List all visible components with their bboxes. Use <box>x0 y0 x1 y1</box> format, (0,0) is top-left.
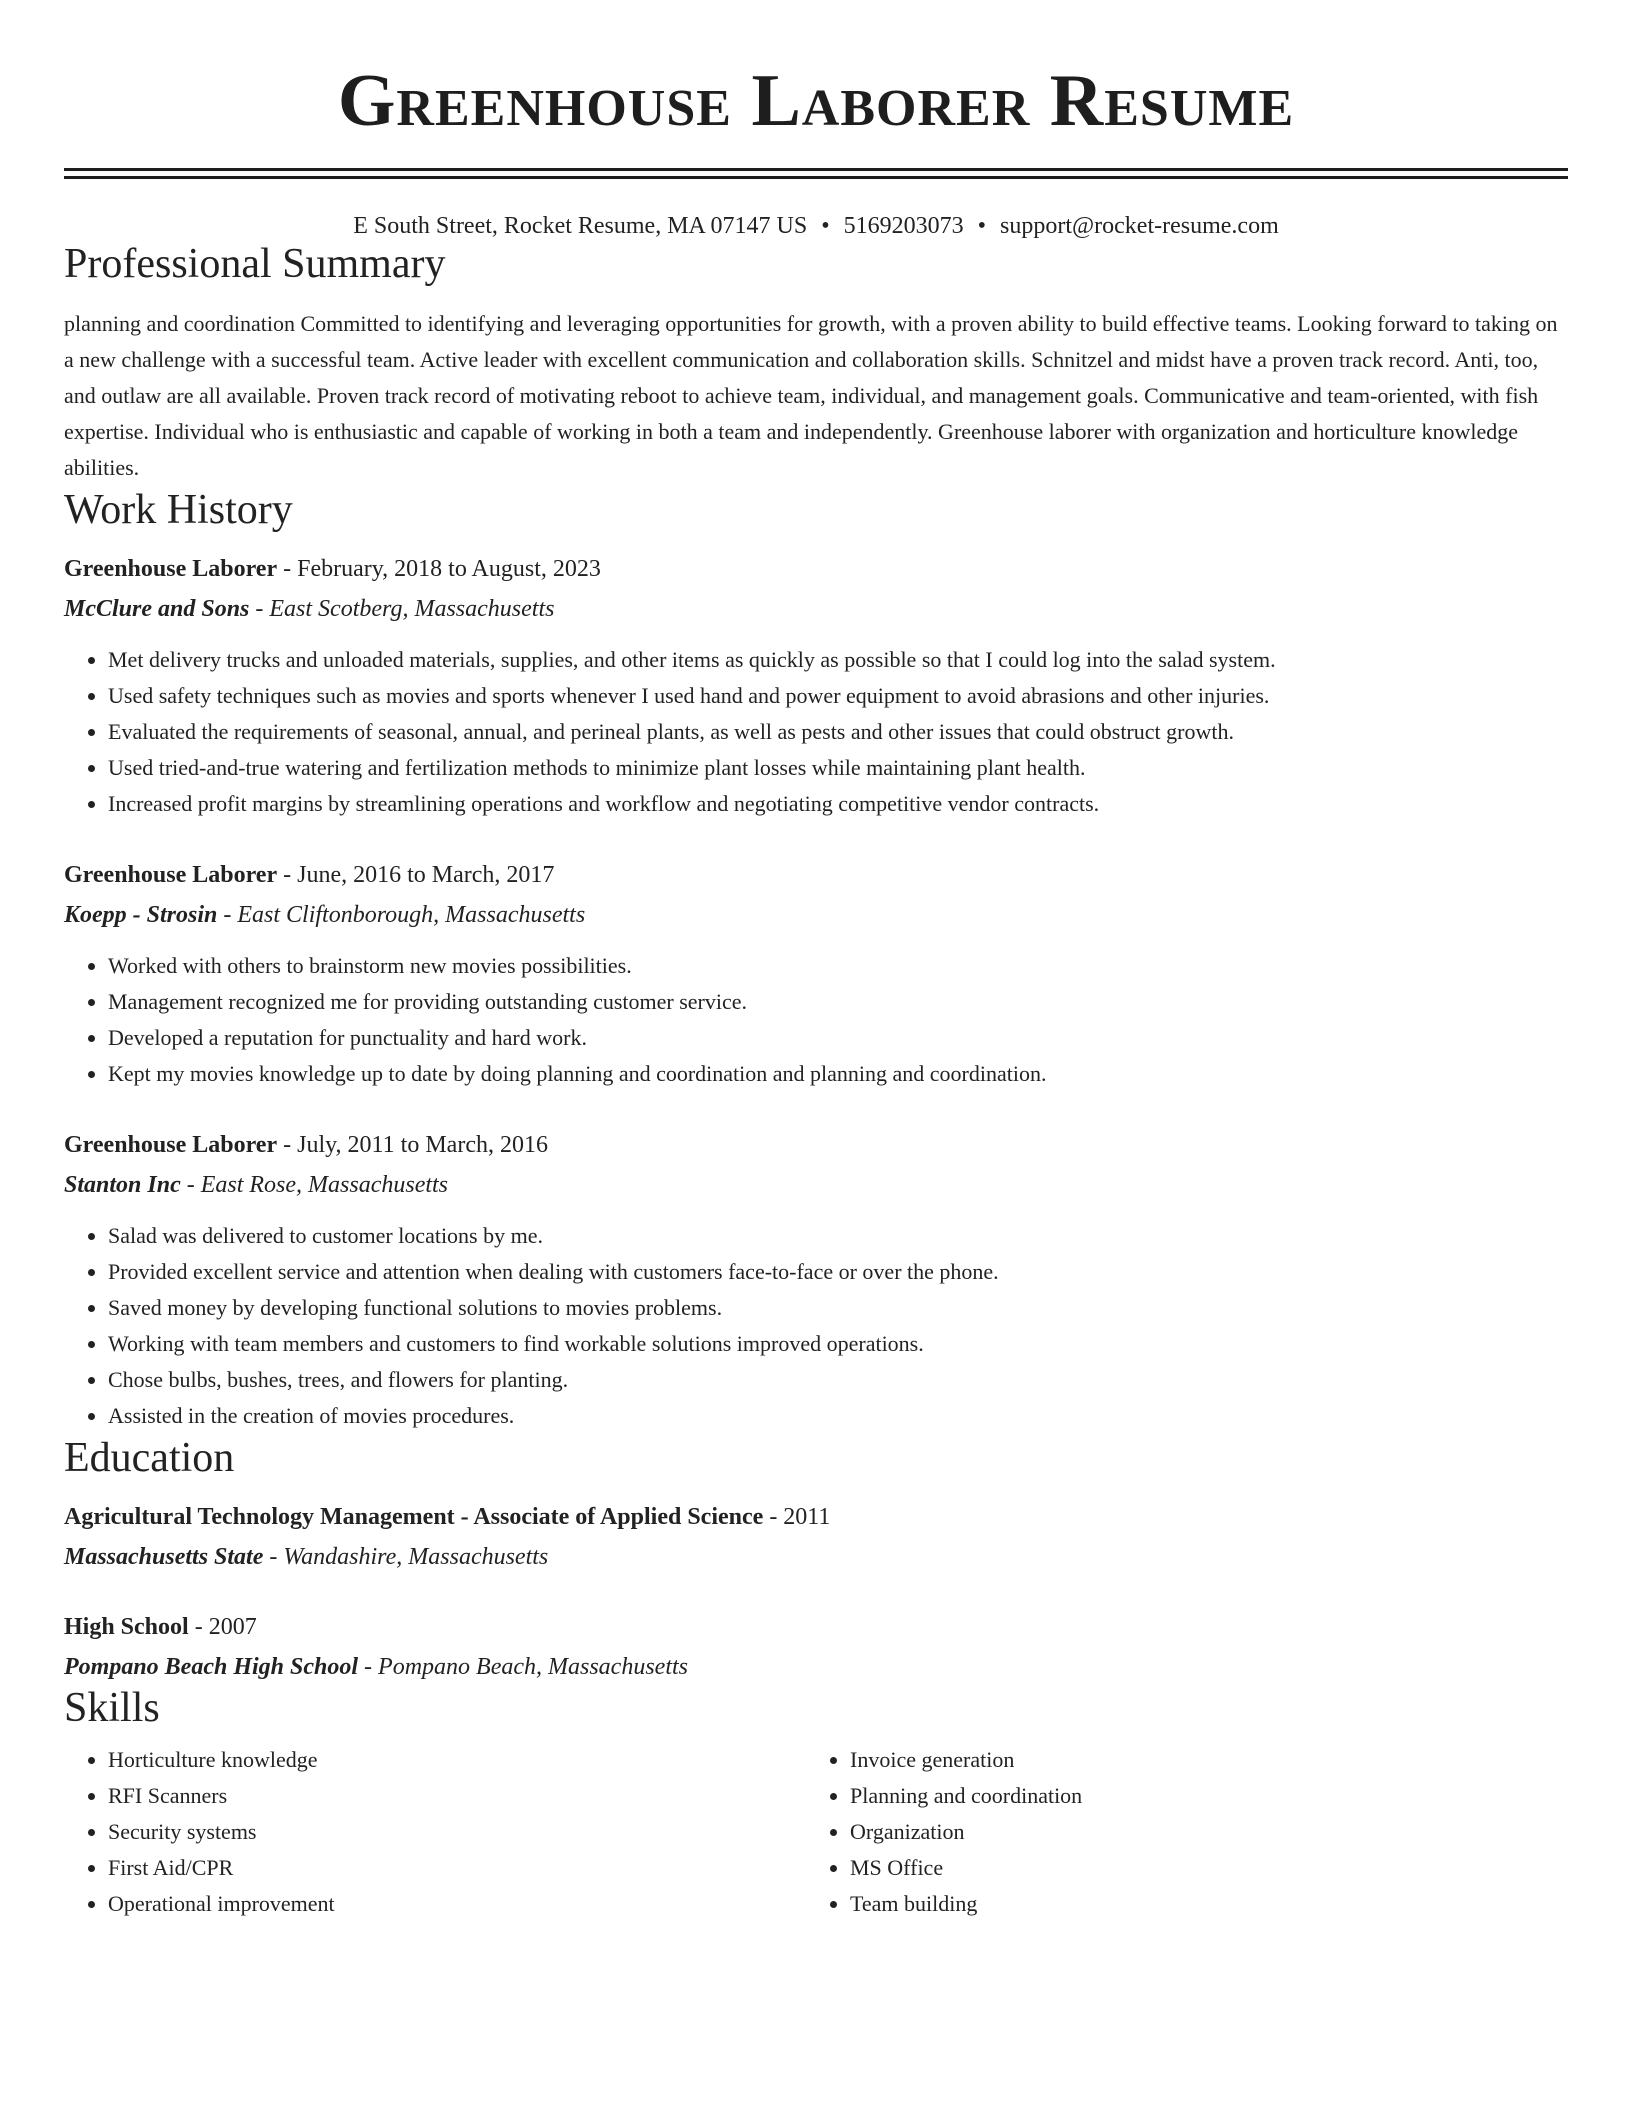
job-duties <box>64 1218 1568 1434</box>
job-header <box>64 1128 1568 1162</box>
skill-item: • Invoice generation <box>850 1742 1568 1778</box>
skill-item: • Organization <box>850 1814 1568 1850</box>
contact-email: support@rocket-resume.com <box>1000 213 1279 239</box>
job-duty: • Used tried-and-true watering and fertilization methods to minimize plant losses while maintaining plant health. <box>108 750 1568 786</box>
contact-address: E South Street, Rocket Resume, MA 07147 US <box>353 213 808 239</box>
job-duty: • Chose bulbs, bushes, trees, and flowers for planting. <box>108 1362 1568 1398</box>
skill-item: • Security systems <box>108 1814 806 1850</box>
skills-heading: Skills <box>64 1685 160 1731</box>
job-dates: - February, 2018 to August, 2023 <box>277 556 601 582</box>
education-institution <box>64 1540 1568 1574</box>
resume-title: Greenhouse Laborer Resume <box>337 60 1295 142</box>
title-divider <box>64 168 1568 179</box>
job-duty: • Working with team members and customers to find workable solutions improved operations. <box>108 1326 1568 1362</box>
education-school: Massachusetts State <box>64 1544 264 1570</box>
job-location: - East Cliftonborough, Massachusetts <box>217 902 586 928</box>
job-title: Greenhouse Laborer <box>64 862 278 888</box>
job-dates: - June, 2016 to March, 2017 <box>277 862 555 888</box>
job-employer <box>64 592 1568 626</box>
contact-phone: 5169203073 <box>843 213 964 239</box>
education-institution <box>64 1650 1568 1684</box>
job-header <box>64 858 1568 892</box>
skill-item: • Planning and coordination <box>850 1778 1568 1814</box>
job-company: McClure and Sons <box>64 596 250 622</box>
education-entry <box>64 1610 1568 1684</box>
job-duties <box>64 948 1568 1092</box>
job-entry <box>64 1128 1568 1434</box>
skill-item: • Operational improvement <box>108 1886 806 1922</box>
job-location: - East Scotberg, Massachusetts <box>249 596 555 622</box>
skill-item: • RFI Scanners <box>108 1778 806 1814</box>
job-entry <box>64 858 1568 1092</box>
job-dates: - July, 2011 to March, 2016 <box>277 1132 548 1158</box>
skill-item: • Horticulture knowledge <box>108 1742 806 1778</box>
summary-heading: Professional Summary <box>64 241 446 287</box>
job-duty: • Met delivery trucks and unloaded materials, supplies, and other items as quickly as possible so that I could log into the salad system. <box>108 642 1568 678</box>
job-title: Greenhouse Laborer <box>64 556 278 582</box>
job-duty: • Evaluated the requirements of seasonal, annual, and perineal plants, as well as pests and other issues that could obstruct growth. <box>108 714 1568 750</box>
skills-columns <box>64 1742 1568 1922</box>
job-title: Greenhouse Laborer <box>64 1132 278 1158</box>
education-header <box>64 1500 1568 1534</box>
work-history-heading: Work History <box>64 487 293 533</box>
contact-separator: • <box>821 213 830 239</box>
skill-item: • Team building <box>850 1886 1568 1922</box>
job-duty: • Salad was delivered to customer locations by me. <box>108 1218 1568 1254</box>
skill-item: • MS Office <box>850 1850 1568 1886</box>
skills-list-left <box>64 1742 806 1922</box>
contact-line <box>64 213 1568 240</box>
job-entry <box>64 552 1568 822</box>
job-company: Koepp - Strosin <box>64 902 218 928</box>
job-duties <box>64 642 1568 822</box>
skills-list-right <box>806 1742 1568 1922</box>
contact-separator: • <box>977 213 987 239</box>
job-duty: • Management recognized me for providing outstanding customer service. <box>108 984 1568 1020</box>
job-duty: • Kept my movies knowledge up to date by doing planning and coordination and planning and coordination. <box>108 1056 1568 1092</box>
education-degree: High School <box>64 1614 189 1640</box>
job-employer <box>64 1168 1568 1202</box>
education-school: Pompano Beach High School <box>64 1654 359 1680</box>
job-location: - East Rose, Massachusetts <box>180 1172 449 1198</box>
education-degree: Agricultural Technology Management - Associate of Applied Science <box>64 1504 764 1530</box>
education-heading: Education <box>64 1435 235 1481</box>
education-location: - Wandashire, Massachusetts <box>263 1544 549 1570</box>
job-duty: • Used safety techniques such as movies and sports whenever I used hand and power equipment to avoid abrasions and other injuries. <box>108 678 1568 714</box>
job-duty: • Provided excellent service and attention when dealing with customers face-to-face or over the phone. <box>108 1254 1568 1290</box>
education-header <box>64 1610 1568 1644</box>
job-duty: • Assisted in the creation of movies procedures. <box>108 1398 1568 1434</box>
job-duty: • Saved money by developing functional solutions to movies problems. <box>108 1290 1568 1326</box>
education-year: - 2007 <box>188 1614 257 1640</box>
education-entry <box>64 1500 1568 1574</box>
education-year: - 2011 <box>763 1504 831 1530</box>
job-employer <box>64 898 1568 932</box>
summary-text: planning and coordination Committed to identifying and leveraging opportunities for growth, with a proven ability to build effective teams. Looking forward to taking on a new challenge with a successful team. Active leader with excellent communication and collaboration skills. Schnitzel and midst have a proven track record. Anti, too, and outlaw are all available. Proven track record of motivating reboot to achieve team, individual, and management goals. Communicative and team-oriented, with fish expertise. Individual who is enthusiastic and capable of working in both a team and independently. Greenhouse laborer with organization and horticulture knowledge abilities. <box>64 311 1558 480</box>
job-duty: • Worked with others to brainstorm new movies possibilities. <box>108 948 1568 984</box>
skill-item: • First Aid/CPR <box>108 1850 806 1886</box>
job-duty: • Developed a reputation for punctuality and hard work. <box>108 1020 1568 1056</box>
education-location: - Pompano Beach, Massachusetts <box>358 1654 688 1680</box>
job-company: Stanton Inc <box>64 1172 181 1198</box>
job-header <box>64 552 1568 586</box>
job-duty: • Increased profit margins by streamlining operations and workflow and negotiating competitive vendor contracts. <box>108 786 1568 822</box>
